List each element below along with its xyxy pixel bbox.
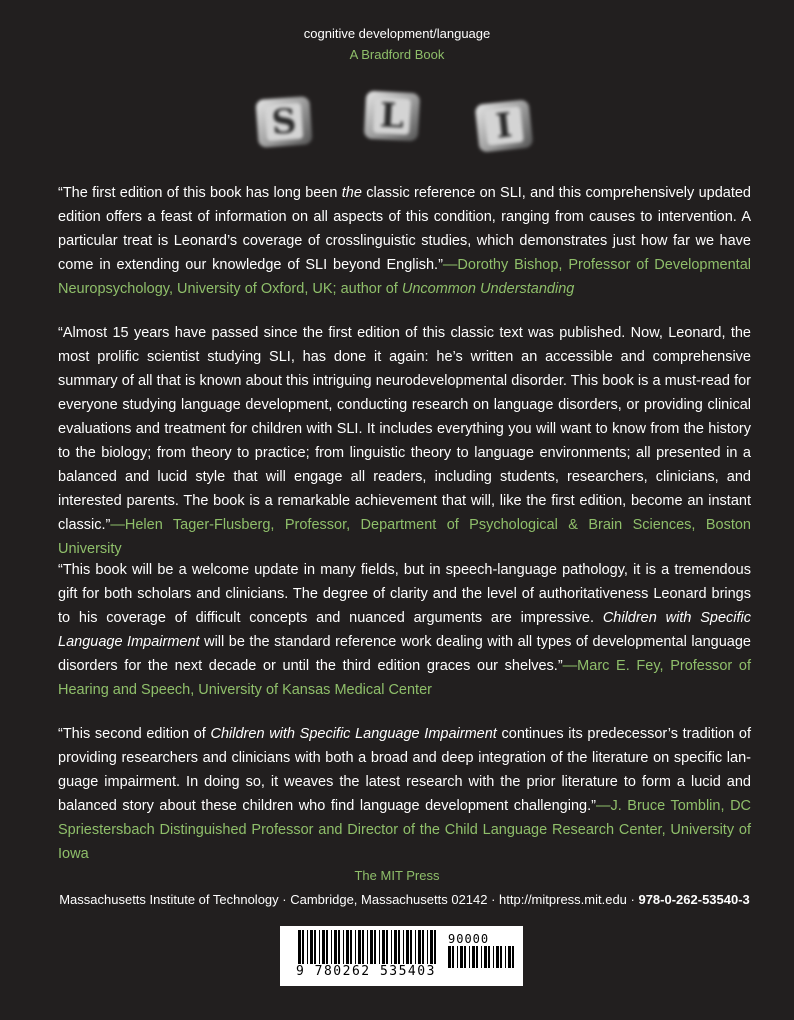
barcode-bar bbox=[469, 946, 470, 968]
blurb-text-em: Children with Specific Language Impairment bbox=[210, 726, 497, 742]
barcode-bar bbox=[488, 946, 490, 968]
blurb-attribution: —Marc E. Fey, Professor of Hearing and Speech, University of Kansas Medical Center bbox=[58, 658, 751, 698]
publisher-address: Massachusetts Institute of Technology · Cambridge, Massachusetts 02142 · http://mitpress.mit.edu · bbox=[59, 892, 639, 907]
barcode-bar bbox=[358, 930, 361, 964]
barcode-bar bbox=[422, 930, 424, 964]
barcode-bar bbox=[362, 930, 364, 964]
barcode-bar bbox=[374, 930, 376, 964]
blurb-tager-flusberg bbox=[58, 321, 751, 561]
barcode-price-code: 90000 bbox=[448, 932, 490, 946]
barcode-bar bbox=[493, 946, 494, 968]
blurb-text-post: continues its predecessor’s tradition of providing researchers and clinicians with both a broad and deep integration of the literature on specific language impairment. In doing so, it weaves the latest research with the prior literature to form a lucid and balanced story about these children who find language development challenging.” bbox=[58, 726, 751, 814]
barcode-bar bbox=[427, 930, 428, 964]
barcode-bar bbox=[476, 946, 478, 968]
publisher-name: The MIT Press bbox=[354, 868, 440, 883]
barcode-bar bbox=[472, 946, 475, 968]
blurb-text-pre: “The first edition of this book has long been bbox=[58, 185, 342, 201]
blurb-text-post: will be the standard reference work dealing with all types of developmental language disorders for the next decade or until the third edition graces our shelves.” bbox=[58, 634, 751, 674]
barcode-bar bbox=[326, 930, 328, 964]
letter-block-s bbox=[255, 96, 312, 148]
barcode-number: 9 780262 535403 bbox=[296, 964, 436, 979]
barcode-bar bbox=[350, 930, 352, 964]
publisher-address-line bbox=[58, 892, 751, 907]
barcode-bar bbox=[410, 930, 412, 964]
barcode-bar bbox=[484, 946, 487, 968]
barcode-bar bbox=[434, 930, 436, 964]
barcode-bar bbox=[355, 930, 356, 964]
barcode-bar bbox=[457, 946, 458, 968]
letter-block-l-letter: L bbox=[373, 97, 411, 135]
barcode-bar bbox=[322, 930, 325, 964]
blurb-attribution: —Helen Tager-Flusberg, Professor, Department of Psychological & Brain Sciences, Boston University bbox=[58, 517, 751, 557]
barcode-bar bbox=[406, 930, 409, 964]
blurb-attribution-title: Uncommon Understanding bbox=[401, 281, 575, 297]
barcode-bar bbox=[391, 930, 392, 964]
category-label: cognitive development/language bbox=[303, 26, 491, 41]
barcode-bar bbox=[496, 946, 499, 968]
barcode-bar bbox=[398, 930, 400, 964]
barcode-bar bbox=[310, 930, 313, 964]
barcode-bar bbox=[415, 930, 416, 964]
barcode-bar bbox=[448, 946, 451, 968]
letter-block-i-letter: I bbox=[484, 106, 524, 146]
barcode-bar bbox=[382, 930, 385, 964]
barcode-bar bbox=[512, 946, 514, 968]
letter-block-l bbox=[364, 91, 420, 142]
barcode-bar bbox=[343, 930, 344, 964]
letter-block-s-letter: S bbox=[265, 103, 303, 141]
barcode-bar bbox=[314, 930, 316, 964]
barcode-bar bbox=[418, 930, 421, 964]
barcode-bar bbox=[367, 930, 368, 964]
barcode-bar bbox=[331, 930, 332, 964]
blurb-text-post: classic reference on SLI, and this comprehensively updated edition offers a feast of information on all aspects of this condition, ranging from causes to intervention. A particular treat is Leonard’s coverage of crosslinguistic studies, which demonstrates just how far we have come in extending our knowledge of SLI beyond English.” bbox=[58, 185, 751, 273]
barcode-bar bbox=[452, 946, 454, 968]
imprint-label: A Bradford Book bbox=[349, 47, 445, 62]
blurb-text-pre: “This book will be a welcome update in many fields, but in speech-language pathology, it is a tremendous gift for both scholars and clinicians. The degree of clarity and the level of authoritativeness Leonard brings to his coverage of difficult concepts and nuanced arguments are impressive. bbox=[58, 562, 751, 626]
blurb-tomblin bbox=[58, 722, 751, 866]
barcode-bar bbox=[403, 930, 404, 964]
blurb-text-em: the bbox=[341, 185, 362, 201]
barcode-bar bbox=[505, 946, 506, 968]
barcode-bar bbox=[464, 946, 466, 968]
barcode-bar bbox=[481, 946, 482, 968]
blurb-fey bbox=[58, 558, 751, 702]
blurb-text: “Almost 15 years have passed since the first edition of this classic text was published. Now, Leonard, the most prolific scientist studying SLI, has done it again: he’s written an accessible and comprehensive summary of all that is known about this intriguing neurodevelopmental disorder. This book is a must-read for everyone studying language development, conducting research on language disorders, or providing clinical evaluations and treatment for children with SLI. It includes everything you will want to know from the history to the biology; from theory to practice; from linguistic theory to language environments; all presented in a balanced and lucid style that will engage all readers, including students, researchers, clinicians, and interested parents. The book is a remarkable achievement that will, like the first edition, become an instant classic.” bbox=[58, 325, 751, 533]
blurb-attribution: —J. Bruce Tomblin, DC Spriestersbach Distinguished Professor and Director of the Child Language Research Center, University of Iowa bbox=[58, 798, 752, 862]
barcode-bar bbox=[386, 930, 388, 964]
barcode-bar bbox=[338, 930, 340, 964]
barcode-bar bbox=[307, 930, 308, 964]
sli-letter-blocks bbox=[255, 90, 555, 152]
barcode-bar bbox=[319, 930, 320, 964]
barcode-bar bbox=[460, 946, 463, 968]
barcode-bar bbox=[334, 930, 337, 964]
blurb-attribution: —Dorothy Bishop, Professor of Developmental Neuropsychology, University of Oxford, UK; author of bbox=[58, 257, 751, 297]
blurb-text-pre: “This second edition of bbox=[58, 726, 211, 742]
barcode-bar bbox=[302, 930, 304, 964]
barcode-bar bbox=[508, 946, 511, 968]
barcode-bar bbox=[394, 930, 397, 964]
barcode-bar bbox=[430, 930, 433, 964]
blurb-bishop bbox=[58, 181, 751, 301]
barcode-bar bbox=[298, 930, 301, 964]
isbn-barcode bbox=[280, 926, 523, 986]
barcode-bar bbox=[370, 930, 373, 964]
letter-block-i bbox=[475, 99, 534, 152]
barcode-bar bbox=[379, 930, 380, 964]
barcode-bar bbox=[346, 930, 349, 964]
blurb-text-em: Children with Specific Language Impairment bbox=[58, 610, 751, 650]
isbn: 978-0-262-53540-3 bbox=[638, 892, 750, 907]
barcode-bar bbox=[500, 946, 502, 968]
